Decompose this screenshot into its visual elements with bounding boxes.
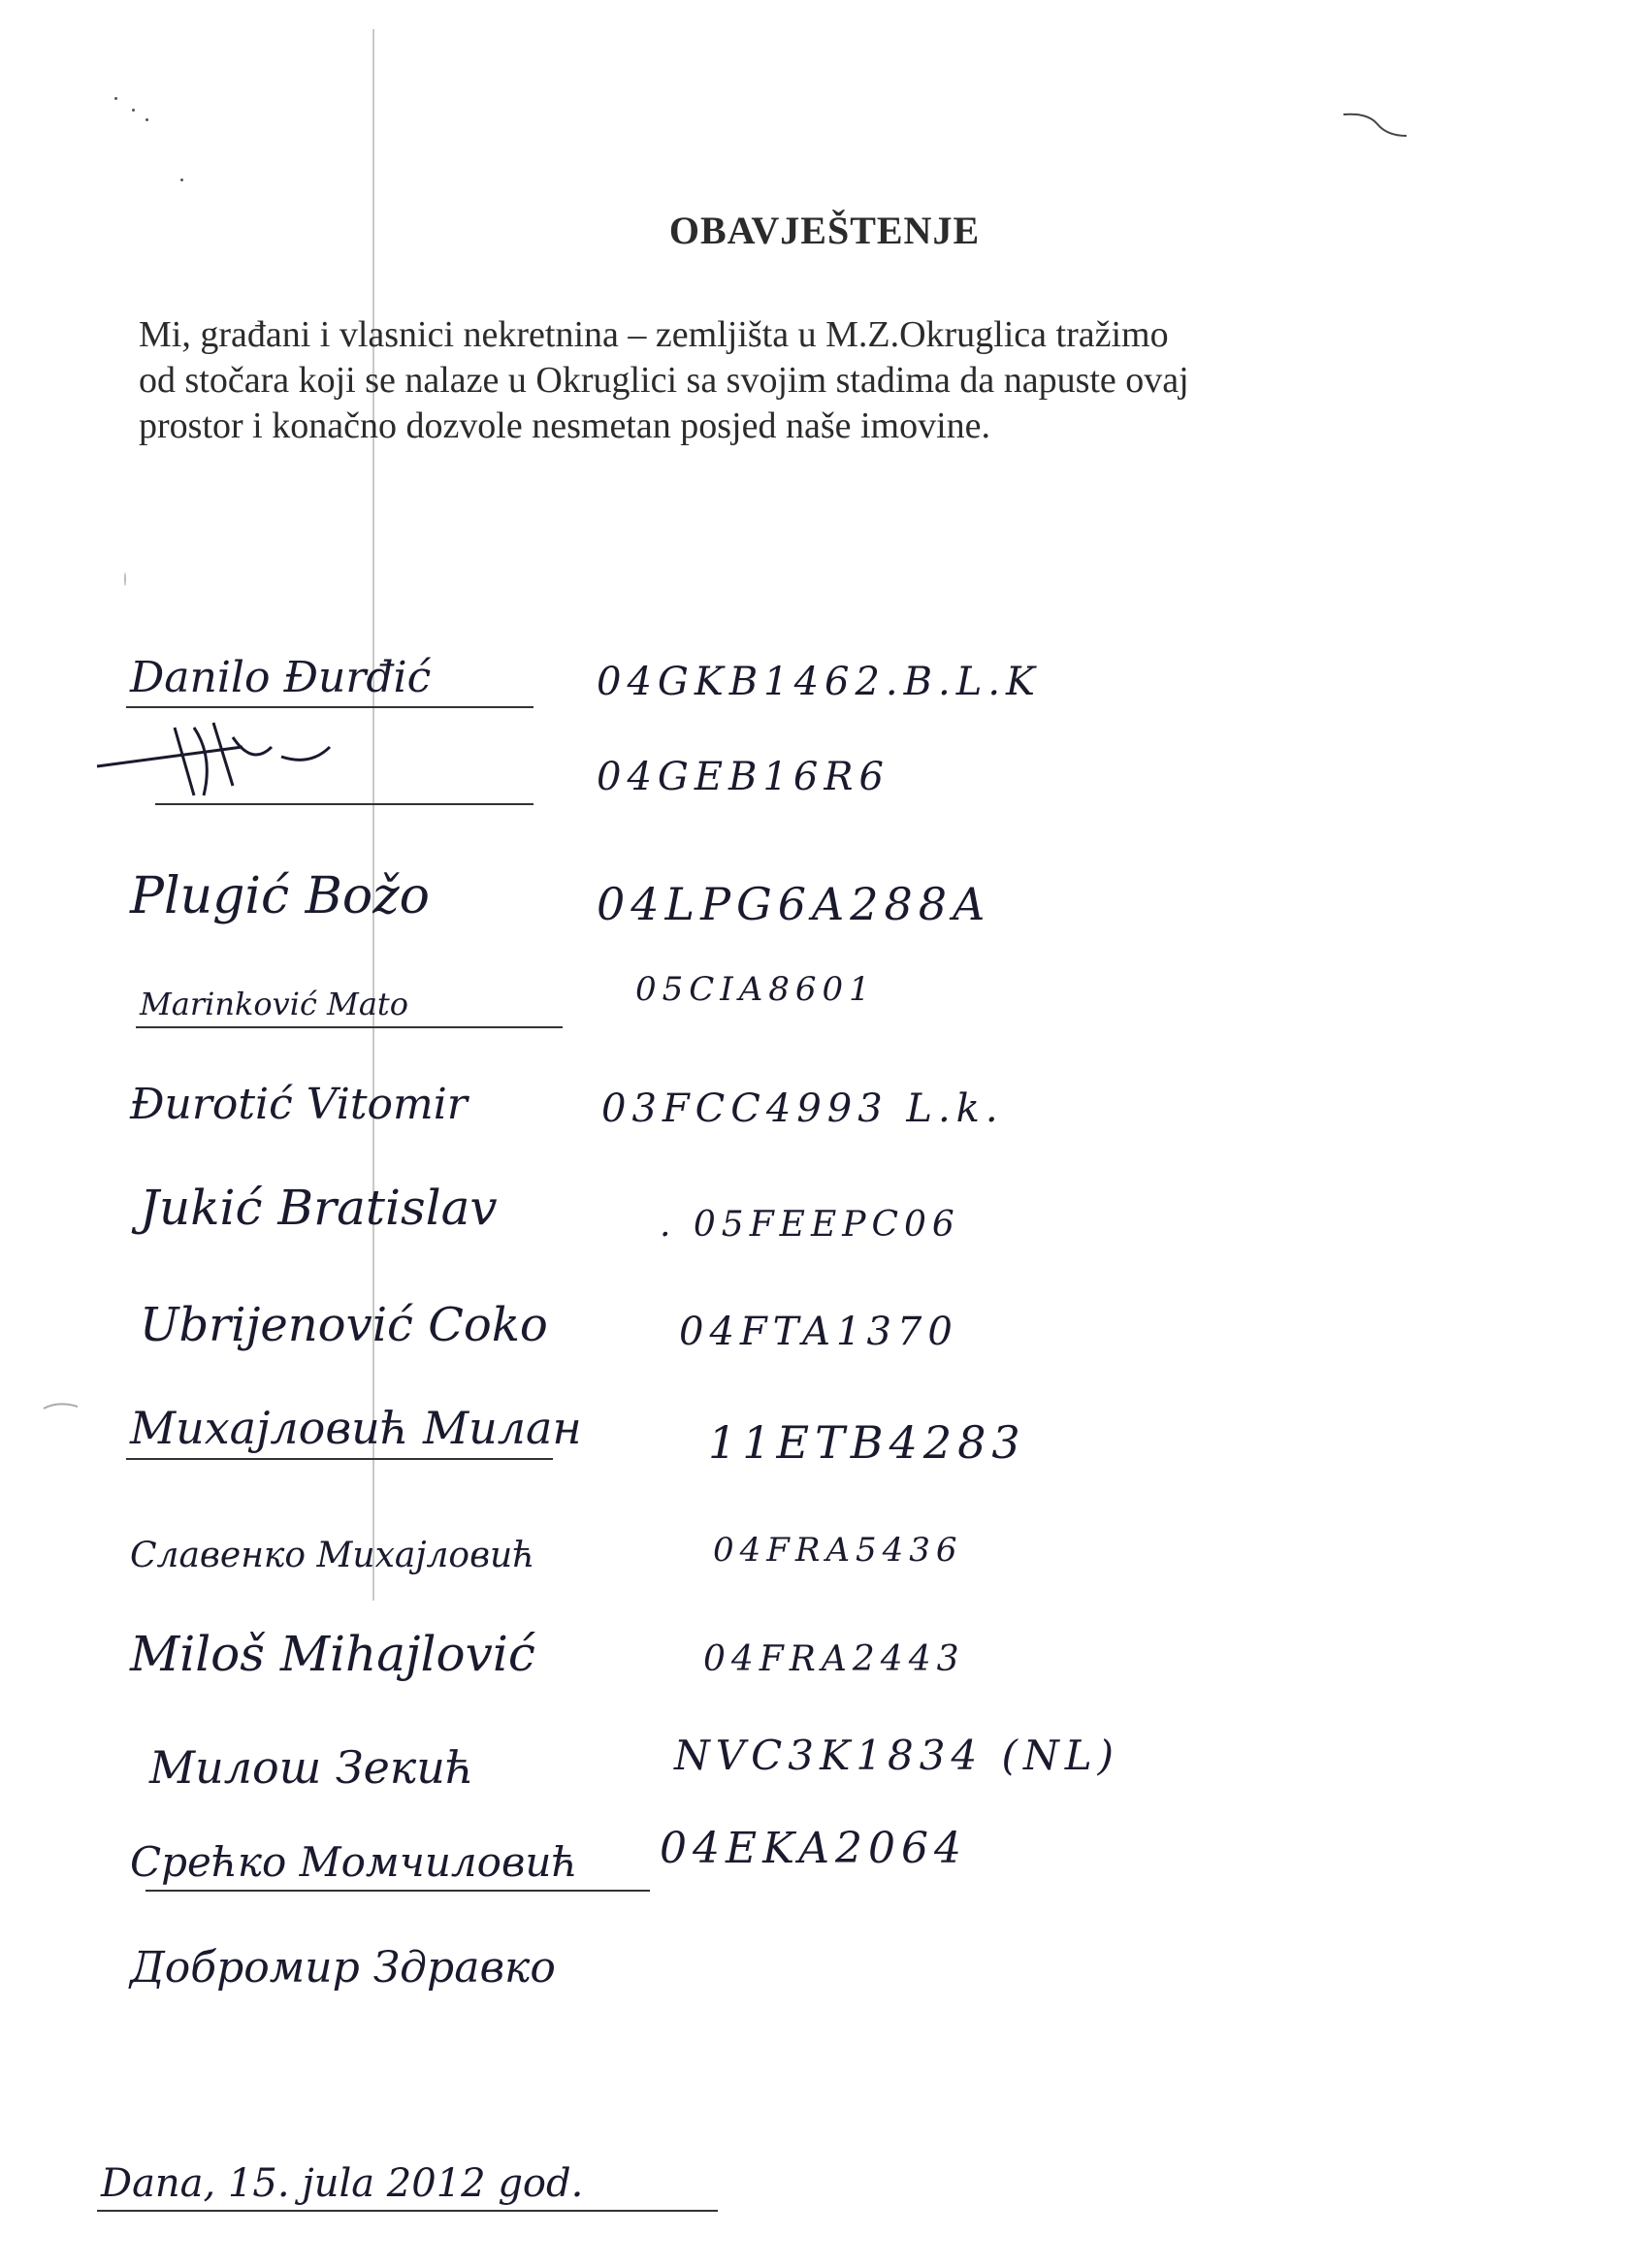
document-title: OBAVJEŠTENJE [668,209,981,252]
id-number: NVC3K1834 (NL) [674,1732,1119,1779]
signature-name: Plugić Božo [130,867,430,925]
signature-name: Đurotić Vitomir [130,1080,468,1129]
id-number: 03FCC4993 L.k. [601,1086,1004,1131]
signature-row [136,1164,640,1242]
id-number: 04GEB16R6 [597,755,889,799]
signature-row [87,737,534,805]
signature-name: Добромир Здравко [130,1943,556,1993]
id-number: 11ETB4283 [708,1416,1026,1469]
signature-row [126,854,572,931]
signature-row [136,1280,582,1358]
signature-name: Ubrijenović Coko [140,1298,548,1352]
signature-row [136,960,563,1028]
date-text: Dana, 15. jula 2012 god. [101,2161,584,2206]
id-number: . 05FEEPC06 [660,1205,960,1245]
signature-scribble [87,708,378,815]
signature-row [146,1722,592,1799]
notice-paragraph [139,312,1536,449]
signature-row [126,1921,650,1998]
paragraph-line: prostor i konačno dozvole nesmetan posjed naše imovine. [139,405,991,446]
signature-row [126,1513,592,1581]
signature-name: Marinković Mato [140,986,409,1022]
stray-mark [39,1397,87,1416]
footer-date [97,2144,718,2212]
id-number: 04LPG6A288A [597,878,991,930]
id-number: 04FRA2443 [703,1639,965,1679]
id-number: 04EKA2064 [660,1824,967,1873]
id-number: 04FTA1370 [679,1310,958,1354]
signature-name: Славенко Михајловић [130,1536,535,1575]
signature-name: Danilo Đurđić [130,653,432,702]
signature-name: Miloš Mihajlović [130,1626,535,1682]
id-number: 04GKB1462.B.L.K [597,660,1041,704]
signature-row [126,640,534,708]
signature-row [126,1067,572,1135]
signature-name: Срећко Момчиловић [130,1838,578,1886]
stray-mark [1339,105,1416,144]
signature-row [126,1382,669,1460]
id-number: 05CIA8601 [635,970,876,1009]
signature-row [126,1610,592,1688]
paragraph-line: Mi, građani i vlasnici nekretnina – zemljišta u M.Z.Okruglica tražimo [139,314,1169,355]
signature-row [126,1814,669,1892]
fold-line [372,29,374,1601]
signature-name: Михајловић Милан [130,1402,582,1454]
id-number: 04FRA5436 [713,1531,963,1570]
paragraph-line: od stočara koji se nalaze u Okruglici sa svojim stadima da napuste ovaj [139,360,1189,401]
signature-name: Jukić Bratislav [140,1180,498,1236]
signature-name: Милош Зекић [149,1741,474,1794]
